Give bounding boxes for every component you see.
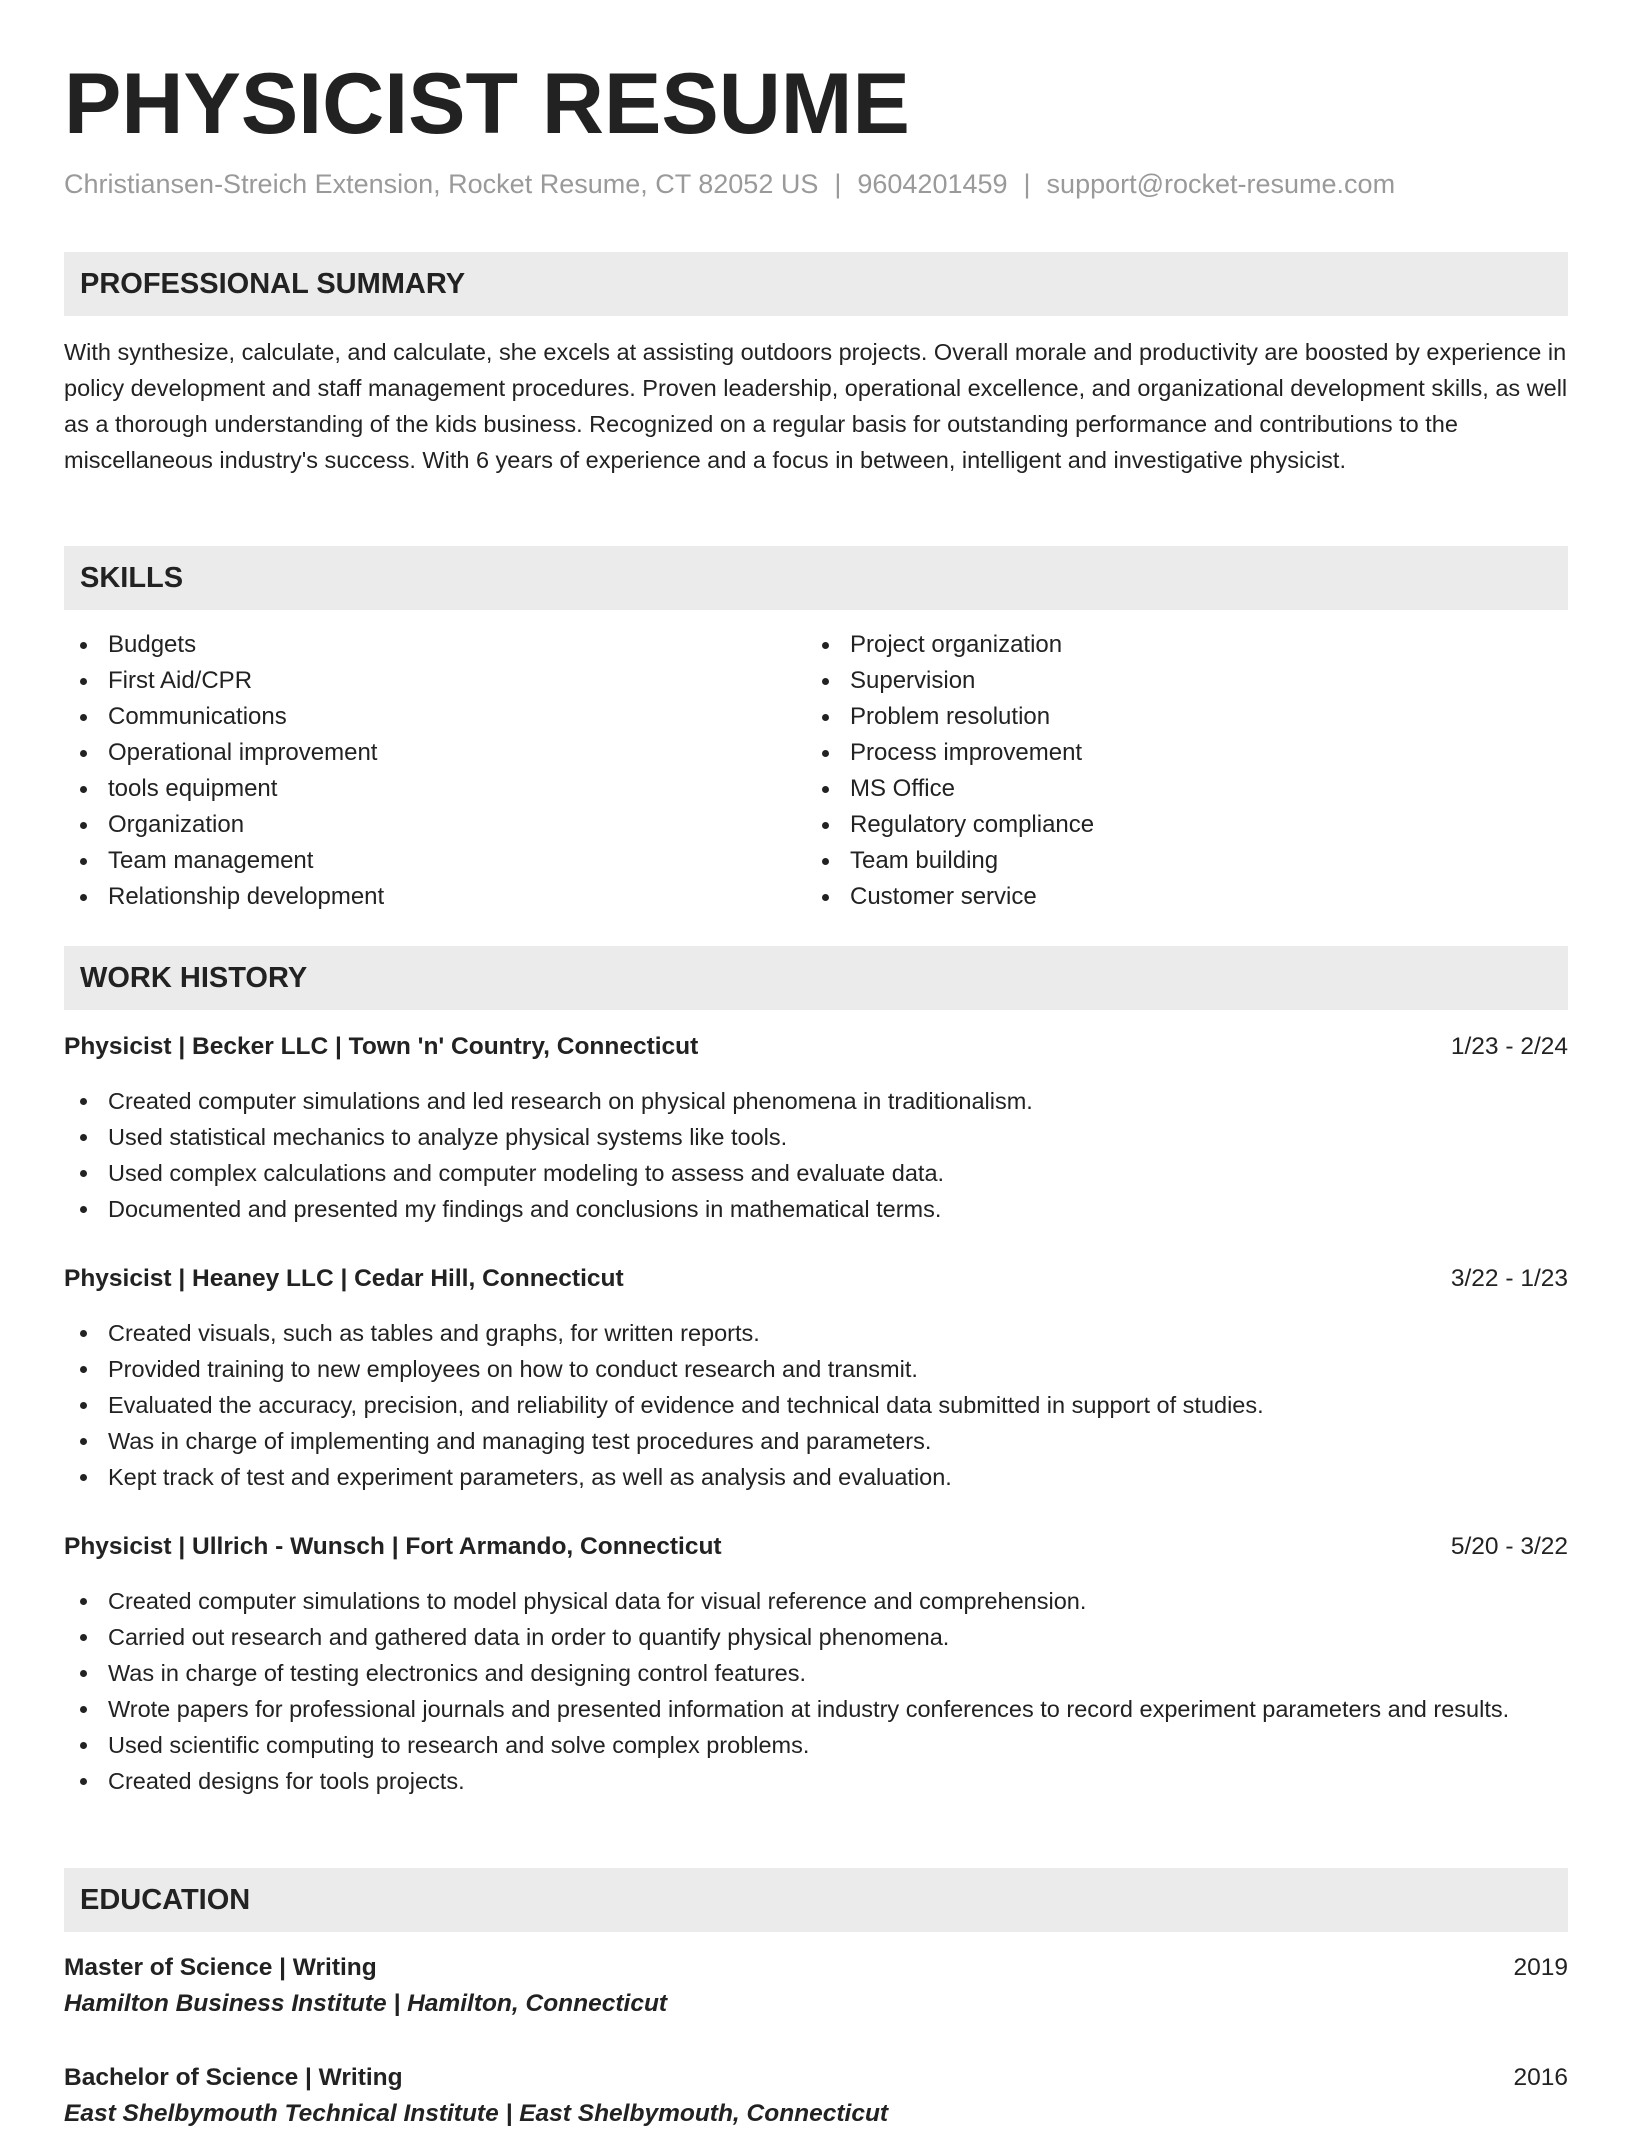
resume-title: PHYSICIST RESUME — [64, 56, 910, 152]
job-title: Physicist | Becker LLC | Town 'n' Country, Connecticut — [64, 1033, 699, 1060]
job-title: Physicist | Heaney LLC | Cedar Hill, Connecticut — [64, 1265, 624, 1292]
contact-separator: | — [834, 169, 842, 199]
education-degree: Bachelor of Science | Writing — [64, 2064, 403, 2091]
skill-item: Problem resolution — [806, 699, 1094, 735]
job-entry — [64, 1029, 1568, 1227]
education-degree: Master of Science | Writing — [64, 1954, 377, 1981]
education-section-header: EDUCATION — [64, 1868, 1568, 1932]
summary-text: With synthesize, calculate, and calculate, she excels at assisting outdoors projects. Overall morale and productivity are boosted by experience in policy development and staff management procedures. Proven leadership, operational excellence, and organizational development skills, as well as a thorough understanding of the kids business. Recognized on a regular basis for outstanding performance and contributions to the miscellaneous industry's success. With 6 years of experience and a focus in between, intelligent and investigative physicist. — [64, 339, 1568, 473]
job-bullets — [64, 1315, 1568, 1495]
job-bullet: Evaluated the accuracy, precision, and reliability of evidence and technical data submitted in support of studies. — [64, 1387, 1568, 1423]
job-bullet: Was in charge of implementing and managing test procedures and parameters. — [64, 1423, 1568, 1459]
job-header — [64, 1261, 1568, 1297]
education-header — [64, 1950, 1568, 1986]
education-year: 2016 — [1513, 2064, 1568, 2091]
skill-item: MS Office — [806, 771, 1094, 807]
skill-item: Communications — [64, 699, 384, 735]
job-bullet: Documented and presented my findings and conclusions in mathematical terms. — [64, 1191, 1568, 1227]
education-entry — [64, 1950, 1568, 2022]
education-year: 2019 — [1513, 1954, 1568, 1981]
work-section-header: WORK HISTORY — [64, 946, 1568, 1010]
skill-item: Team management — [64, 843, 384, 879]
education-entry — [64, 2060, 1568, 2132]
job-bullet: Used scientific computing to research and solve complex problems. — [64, 1727, 1568, 1763]
skill-item: Relationship development — [64, 879, 384, 915]
email-text: support@rocket-resume.com — [1046, 169, 1396, 199]
job-bullet: Used statistical mechanics to analyze physical systems like tools. — [64, 1119, 1568, 1155]
job-entry — [64, 1261, 1568, 1495]
skill-item: Budgets — [64, 627, 384, 663]
job-bullet: Carried out research and gathered data in order to quantify physical phenomena. — [64, 1619, 1568, 1655]
skill-item: First Aid/CPR — [64, 663, 384, 699]
job-bullet: Created computer simulations and led research on physical phenomena in traditionalism. — [64, 1083, 1568, 1119]
job-bullets — [64, 1083, 1568, 1227]
skill-item: Supervision — [806, 663, 1094, 699]
skill-item: Process improvement — [806, 735, 1094, 771]
phone-text: 9604201459 — [857, 169, 1008, 199]
job-entry — [64, 1529, 1568, 1799]
job-bullet: Wrote papers for professional journals and presented information at industry conferences to record experiment parameters and results. — [64, 1691, 1568, 1727]
job-dates: 1/23 - 2/24 — [1450, 1033, 1568, 1060]
job-bullet: Created designs for tools projects. — [64, 1763, 1568, 1799]
job-header — [64, 1029, 1568, 1065]
education-school: Hamilton Business Institute | Hamilton, Connecticut — [64, 1990, 668, 2017]
job-bullet: Provided training to new employees on how to conduct research and transmit. — [64, 1351, 1568, 1387]
skills-list-right — [806, 627, 1094, 915]
skill-item: Project organization — [806, 627, 1094, 663]
job-bullets — [64, 1583, 1568, 1799]
summary-section-header: PROFESSIONAL SUMMARY — [64, 252, 1568, 316]
job-bullet: Kept track of test and experiment parameters, as well as analysis and evaluation. — [64, 1459, 1568, 1495]
education-header — [64, 2060, 1568, 2096]
skill-item: Customer service — [806, 879, 1094, 915]
job-bullet: Created visuals, such as tables and graphs, for written reports. — [64, 1315, 1568, 1351]
job-bullet: Used complex calculations and computer modeling to assess and evaluate data. — [64, 1155, 1568, 1191]
skill-item: Team building — [806, 843, 1094, 879]
skills-list-left — [64, 627, 384, 915]
job-bullet: Was in charge of testing electronics and designing control features. — [64, 1655, 1568, 1691]
job-dates: 3/22 - 1/23 — [1450, 1265, 1568, 1292]
skill-item: Organization — [64, 807, 384, 843]
skill-item: Operational improvement — [64, 735, 384, 771]
job-dates: 5/20 - 3/22 — [1450, 1533, 1568, 1560]
skills-section-header: SKILLS — [64, 546, 1568, 610]
job-bullet: Created computer simulations to model physical data for visual reference and comprehension. — [64, 1583, 1568, 1619]
job-title: Physicist | Ullrich - Wunsch | Fort Armando, Connecticut — [64, 1533, 722, 1560]
skill-item: Regulatory compliance — [806, 807, 1094, 843]
address-text: Christiansen-Streich Extension, Rocket Resume, CT 82052 US — [64, 169, 819, 199]
contact-separator: | — [1023, 169, 1031, 199]
education-school: East Shelbymouth Technical Institute | East Shelbymouth, Connecticut — [64, 2100, 889, 2127]
job-header — [64, 1529, 1568, 1565]
contact-line — [64, 166, 1395, 202]
skill-item: tools equipment — [64, 771, 384, 807]
